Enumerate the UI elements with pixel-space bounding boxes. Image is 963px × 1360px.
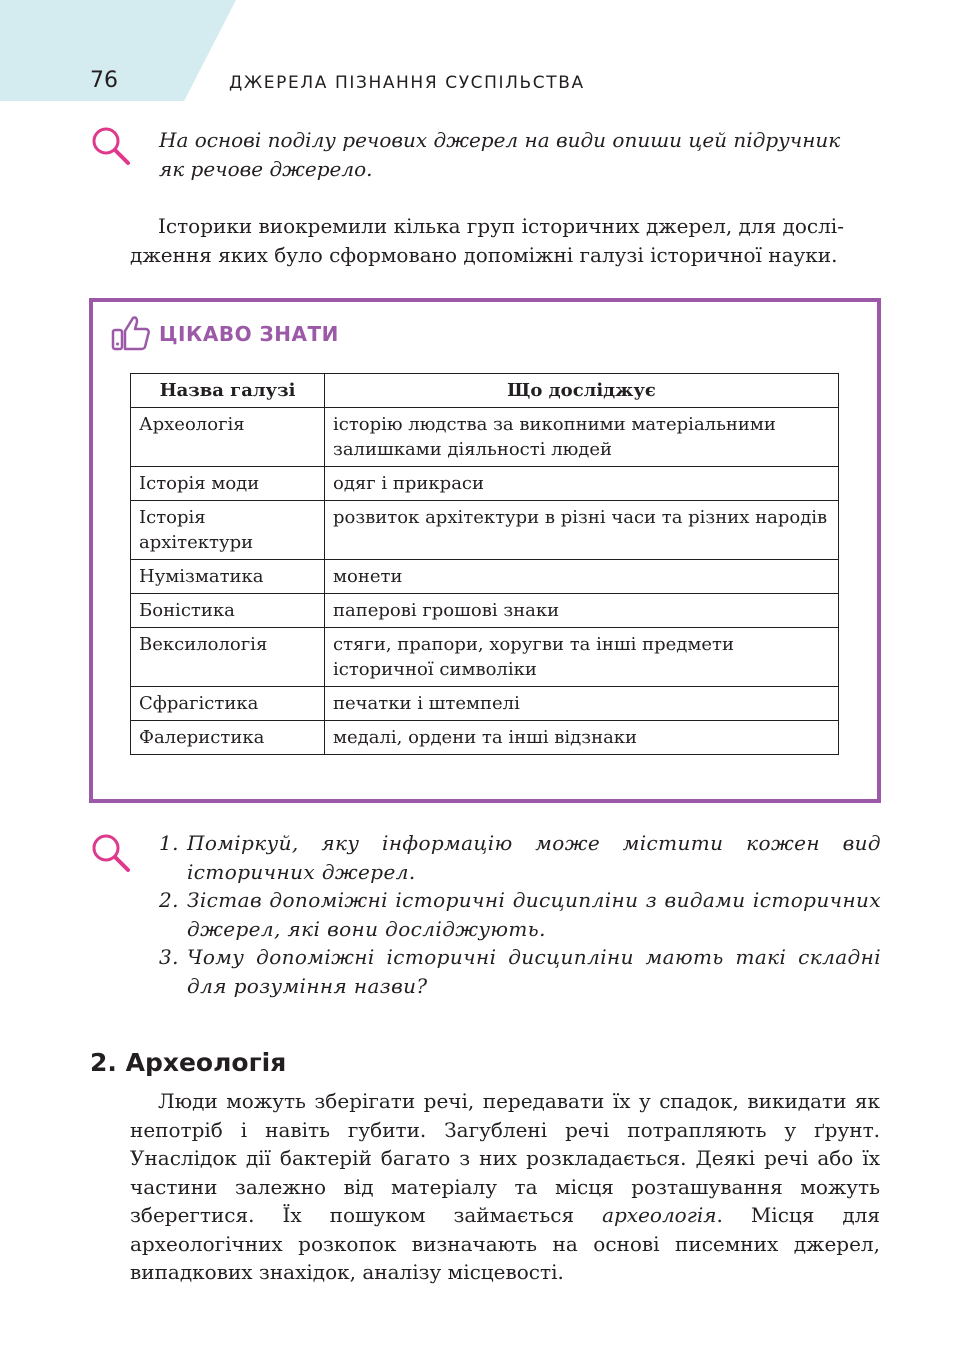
table-body [131,408,839,755]
question-number: 1. [159,831,179,855]
task-line: як речове джерело. [159,157,373,181]
branch-subject-cell: історію людства за викопними матеріальними залишками діяльності людей [325,408,839,467]
section-heading: 2. Археологія [90,1048,287,1077]
table-row [131,408,839,467]
table-row [131,687,839,721]
table-row [131,501,839,560]
intro-paragraph [130,212,880,270]
branch-name-cell: Нумізматика [131,560,325,594]
question-number: 2. [159,888,179,912]
question-item [159,829,881,886]
branch-name-cell: Історія архітектури [131,501,325,560]
branch-subject-cell: печатки і штемпелі [325,687,839,721]
question-item [159,943,881,1000]
paragraph-line: дження яких було сформовано допоміжні галузі історичної науки. [130,243,838,267]
table-row [131,628,839,687]
branch-subject-cell: паперові грошові знаки [325,594,839,628]
task-line: На основі поділу речових джерел на види опиши цей підручник [159,128,841,152]
column-header-branch: Назва галузі [131,374,325,408]
page-number: 76 [90,68,118,93]
question-number: 3. [159,945,179,969]
paragraph-line: Історики виокремили кілька груп історичних джерел, для дослі- [158,214,844,238]
table-row [131,560,839,594]
question-item [159,886,881,943]
corner-decoration [0,0,236,101]
table-header-row [131,374,839,408]
branch-name-cell: Фалеристика [131,721,325,755]
question-text: Поміркуй, яку інформацію може містити кожен вид історичних джерел. [187,831,881,884]
branch-subject-cell: розвиток архітектури в різні часи та різних народів [325,501,839,560]
question-text: Чому допоміжні історичні дисципліни мають такі складні для розуміння назви? [187,945,881,998]
running-title: ДЖЕРЕЛА ПІЗНАННЯ СУСПІЛЬСТВА [229,73,585,93]
column-header-subject: Що досліджує [325,374,839,408]
branch-name-cell: Боністика [131,594,325,628]
branch-subject-cell: медалі, ордени та інші відзнаки [325,721,839,755]
question-text: Зістав допоміжні історичні дисципліни з видами історичних джерел, які вони досліджують. [187,888,881,941]
branch-name-cell: Сфрагістика [131,687,325,721]
magnifier-icon [90,125,132,167]
branch-subject-cell: монети [325,560,839,594]
magnifier-icon [90,832,132,874]
thumbs-up-icon [111,314,153,352]
branch-name-cell: Вексилологія [131,628,325,687]
section-text-before: Люди можуть зберігати речі, передавати їх у спадок, викидати як непотріб і навіть губити. Загублені речі потрапляють у ґрунт. Унаслідок дії бактерій багато з них розкладається. Деякі речі або їх частини залежно від матеріалу та місця розташування можуть зберегтися. Їх пошуком займається [130,1089,880,1227]
branch-name-cell: Археологія [131,408,325,467]
questions-list [159,829,881,1000]
interesting-facts-box [89,298,881,803]
task-text [159,126,881,184]
branch-subject-cell: стяги, прапори, хоругви та інші предмети історичної символіки [325,628,839,687]
table-row [131,594,839,628]
branch-subject-cell: одяг і прикраси [325,467,839,501]
branch-name-cell: Історія моди [131,467,325,501]
infobox-title: ЦІКАВО ЗНАТИ [159,322,339,346]
section-term: археологія [602,1203,717,1227]
table-row [131,721,839,755]
section-text-after: . Місця для археологічних розкопок визначають на основі писемних джерел, випадкових знахідок, аналізу місцевості. [130,1203,880,1284]
section-paragraph [130,1087,880,1287]
table-row [131,467,839,501]
history-branches-table [130,373,839,755]
